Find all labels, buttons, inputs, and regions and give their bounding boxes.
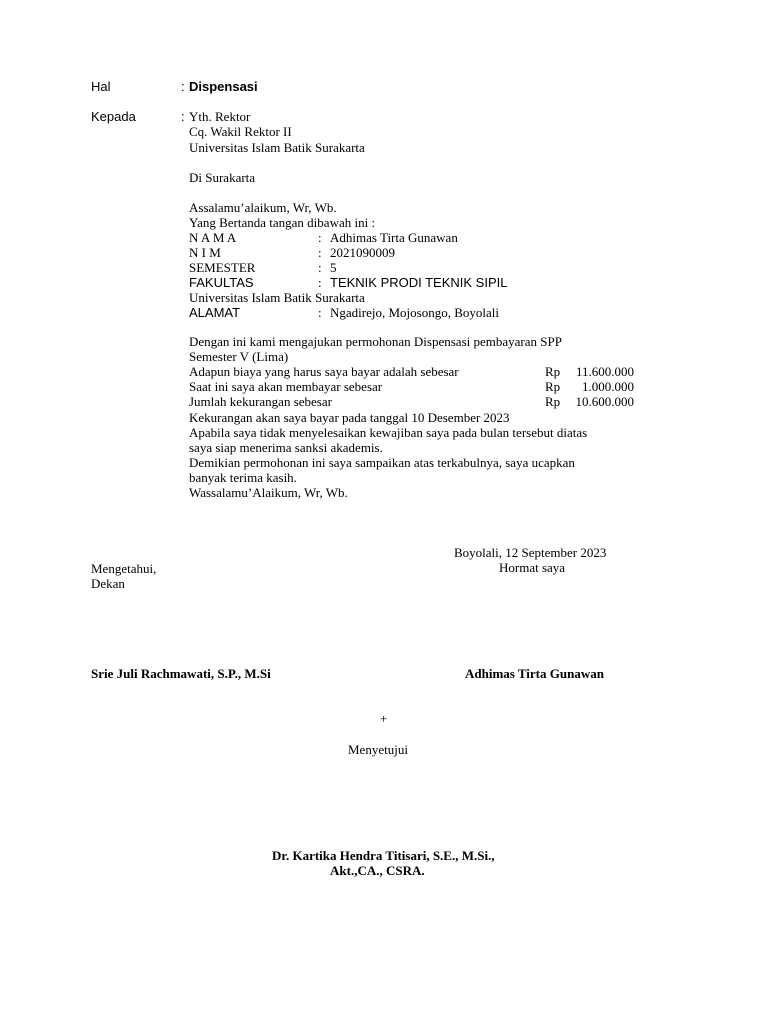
field-label-nama: N A M A [189, 230, 237, 245]
dekan-label: Dekan [91, 576, 125, 591]
closing-line: Wassalamu’Alaikum, Wr, Wb. [189, 485, 348, 500]
date-place: Boyolali, 12 September 2023 [454, 545, 607, 560]
mengetahui-label: Mengetahui, [91, 561, 157, 576]
field-label-alamat: ALAMAT [189, 305, 241, 320]
payment-label: Jumlah kekurangan sebesar [189, 394, 332, 409]
kepada-label: Kepada [91, 109, 136, 124]
request-line: Semester V (Lima) [189, 349, 289, 364]
payment-label: Saat ini saya akan membayar sebesar [189, 379, 383, 394]
field-label-semester: SEMESTER [189, 260, 256, 275]
body-line: banyak terima kasih. [189, 470, 297, 485]
field-value-semester: 5 [330, 260, 337, 275]
greeting: Assalamu’alaikum, Wr, Wb. [189, 200, 337, 215]
field-value-nim: 2021090009 [330, 245, 395, 260]
approver-credentials: Akt.,CA., CSRA. [330, 863, 425, 878]
field-value-nama: Adhimas Tirta Gunawan [330, 230, 458, 245]
body-line: saya siap menerima sanksi akademis. [189, 440, 383, 455]
hal-label: Hal [91, 79, 111, 94]
hal-colon: : [181, 79, 185, 94]
payment-amount: 11.600.000 [575, 364, 634, 379]
payment-amount: 1.000.000 [582, 379, 634, 394]
plus-sign: + [380, 711, 388, 726]
body-line: Demikian permohonan ini saya sampaikan atas terkabulnya, saya ucapkan [189, 455, 575, 470]
field-colon: : [318, 245, 322, 260]
regards: Hormat saya [499, 560, 566, 575]
student-name: Adhimas Tirta Gunawan [465, 666, 604, 681]
university-line: Universitas Islam Batik Surakarta [189, 290, 365, 305]
recipient-line: Cq. Wakil Rektor II [189, 124, 292, 139]
field-colon: : [318, 230, 322, 245]
recipient-line: Universitas Islam Batik Surakarta [189, 140, 365, 155]
subject-title: Dispensasi [189, 79, 258, 94]
kepada-colon: : [181, 109, 185, 124]
field-colon: : [318, 260, 322, 275]
field-label-fakultas: FAKULTAS [189, 275, 254, 290]
payment-label: Adapun biaya yang harus saya bayar adalah sebesar [189, 364, 459, 379]
request-line: Dengan ini kami mengajukan permohonan Dispensasi pembayaran SPP [189, 334, 562, 349]
field-colon: : [318, 275, 322, 290]
field-value-fakultas: TEKNIK PRODI TEKNIK SIPIL [330, 275, 508, 290]
intro-line: Yang Bertanda tangan dibawah ini : [189, 215, 376, 230]
dekan-name: Srie Juli Rachmawati, S.P., M.Si [91, 666, 271, 681]
payment-currency: Rp [545, 364, 561, 379]
location-line: Di Surakarta [189, 170, 256, 185]
body-line: Apabila saya tidak menyelesaikan kewajiban saya pada bulan tersebut diatas [189, 425, 588, 440]
body-line: Kekurangan akan saya bayar pada tanggal 10 Desember 2023 [189, 410, 510, 425]
payment-amount: 10.600.000 [575, 394, 634, 409]
recipient-line: Yth. Rektor [189, 109, 251, 124]
payment-currency: Rp [545, 379, 561, 394]
field-colon: : [318, 305, 322, 320]
menyetujui-label: Menyetujui [348, 742, 408, 757]
payment-currency: Rp [545, 394, 561, 409]
field-value-alamat: Ngadirejo, Mojosongo, Boyolali [330, 305, 499, 320]
field-label-nim: N I M [189, 245, 221, 260]
approver-name: Dr. Kartika Hendra Titisari, S.E., M.Si., [272, 848, 495, 863]
